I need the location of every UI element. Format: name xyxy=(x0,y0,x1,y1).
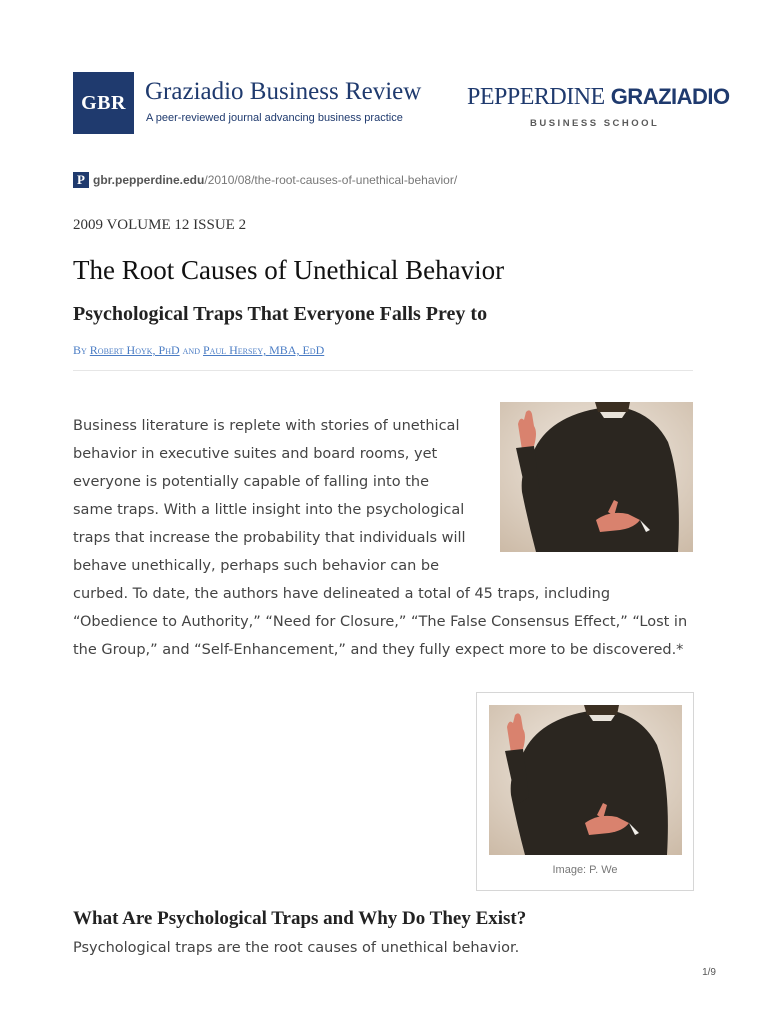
intro-line: behave unethically, perhaps such behavior can be xyxy=(73,558,440,574)
divider xyxy=(73,370,693,371)
section-paragraph: Psychological traps are the root causes of unethical behavior. xyxy=(73,940,520,956)
business-school-label: BUSINESS SCHOOL xyxy=(530,118,660,129)
intro-line: same traps. With a little insight into the psychological xyxy=(73,502,465,518)
man-crossed-fingers-illustration xyxy=(489,705,682,855)
intro-line: Business literature is replete with stories of unethical xyxy=(73,418,460,434)
gbr-logo[interactable]: GBR xyxy=(73,72,134,134)
intro-line: the Group,” and “Self-Enhancement,” and they fully expect more to be discovered.* xyxy=(73,642,684,658)
figure-caption: Image: P. We xyxy=(552,864,618,876)
source-url[interactable] xyxy=(73,172,457,188)
url-domain[interactable]: gbr.pepperdine.edu xyxy=(93,173,205,187)
intro-line: behavior in executive suites and board rooms, yet xyxy=(73,446,438,462)
section-heading: What Are Psychological Traps and Why Do They Exist? xyxy=(73,908,527,929)
intro-line: everyone is potentially capable of falling into the xyxy=(73,474,430,490)
article-subtitle: Psychological Traps That Everyone Falls Prey to xyxy=(73,303,488,325)
author-link-hoyk[interactable]: Robert Hoyk, PhD xyxy=(89,343,180,357)
pepperdine-graziadio-logo[interactable] xyxy=(467,82,730,132)
graziadio-wordmark: GRAZIADIO xyxy=(610,84,730,109)
author-link-hersey[interactable]: Paul Hersey, MBA, EdD xyxy=(203,343,325,357)
page-number: 1/9 xyxy=(702,967,716,978)
byline xyxy=(73,343,324,358)
figure xyxy=(476,692,694,891)
article-intro xyxy=(73,412,688,664)
byline-by: By xyxy=(73,343,87,357)
pepperdine-favicon-icon: P xyxy=(73,172,89,188)
intro-line: “Obedience to Authority,” “Need for Closure,” “The False Consensus Effect,” “Lost in xyxy=(73,614,688,630)
figure-photo xyxy=(489,705,682,855)
url-path[interactable]: /2010/08/the-root-causes-of-unethical-behavior/ xyxy=(204,173,458,187)
article-title: The Root Causes of Unethical Behavior xyxy=(73,255,505,285)
byline-and: and xyxy=(182,343,200,357)
intro-line: curbed. To date, the authors have delineated a total of 45 traps, including xyxy=(73,586,611,602)
intro-line: traps that increase the probability that individuals will xyxy=(73,530,466,546)
journal-tagline: A peer-reviewed journal advancing business practice xyxy=(146,112,403,124)
issue-label: 2009 VOLUME 12 ISSUE 2 xyxy=(73,217,247,233)
journal-title[interactable]: Graziadio Business Review xyxy=(145,78,422,105)
pepperdine-wordmark: PEPPERDINE xyxy=(467,83,605,110)
